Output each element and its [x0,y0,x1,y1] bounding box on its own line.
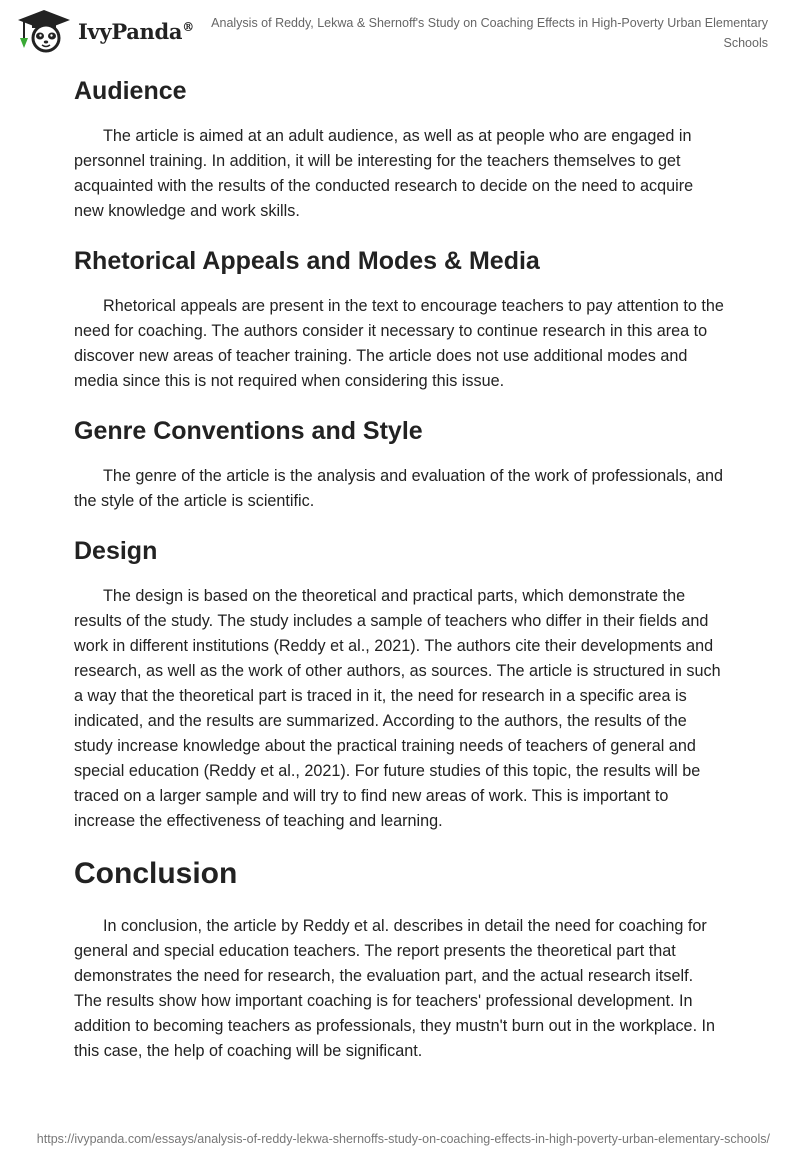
section-genre-conventions [74,412,724,514]
section-heading: Rhetorical Appeals and Modes & Media [74,247,540,275]
section-paragraph: The design is based on the theoretical and practical parts, which demonstrate the results of the study. The study includes a sample of teachers who differ in their fields and work in different institutions (Reddy et al., 2021). The authors cite their developments and research, as well as the work of other authors, as sources. The article is structured in such a way that the theoretical part is traced in it, the need for research in a specific area is indicated, and the results are summarized. According to the authors, the results of the study increase knowledge about the practical training needs of teachers of general and special education (Reddy et al., 2021). For future studies of this topic, the results will be traced on a larger sample and will try to find new areas of work. This is important to increase the effectiveness of teaching and learning. [74,587,721,830]
section-paragraph: The article is aimed at an adult audience, as well as at people who are engaged in personnel training. In addition, it will be interesting for the teachers themselves to get acquainted with the results of the conducted research to decide on the need to acquire new knowledge and work skills. [74,127,694,220]
conclusion-paragraph: In conclusion, the article by Reddy et al. describes in detail the need for coaching for general and special education teachers. The report presents the theoretical part that demonstrates the need for research, the evaluation part, and the actual research itself. The results show how important coaching is for teachers' professional development. In addition to becoming teachers as professionals, they mustn't burn out in the workplace. In this case, the help of coaching will be significant. [74,917,716,1060]
section-heading: Design [74,537,158,565]
section-paragraph: Rhetorical appeals are present in the text to encourage teachers to pay attention to the need for coaching. The authors consider it necessary to continue research in this area to discover new areas of teacher training. The article does not use additional modes and media since this is not required when considering this issue. [74,297,724,390]
brand-name: IvyPanda® [78,19,194,44]
section-paragraph: The genre of the article is the analysis and evaluation of the work of professionals, and the style of the article is scientific. [74,467,723,510]
section-design [74,532,724,834]
section-heading: Genre Conventions and Style [74,417,423,445]
ivypanda-logo[interactable] [14,8,224,52]
document-title: Analysis of Reddy, Lekwa & Shernoff's Study on Coaching Effects in High-Poverty Urban Elementary Schools [211,16,768,50]
section-heading: Audience [74,77,187,105]
page-header [0,0,800,60]
source-url[interactable]: https://ivypanda.com/essays/analysis-of-reddy-lekwa-shernoffs-study-on-coaching-effects-in-high-poverty-urban-elementary-schools/ [36,1132,770,1146]
section-rhetorical-appeals [74,242,724,394]
section-audience [74,72,724,224]
article-body [74,70,724,1064]
section-conclusion [74,852,724,1064]
conclusion-heading: Conclusion [74,857,238,890]
panda-mascot-icon [14,8,74,54]
